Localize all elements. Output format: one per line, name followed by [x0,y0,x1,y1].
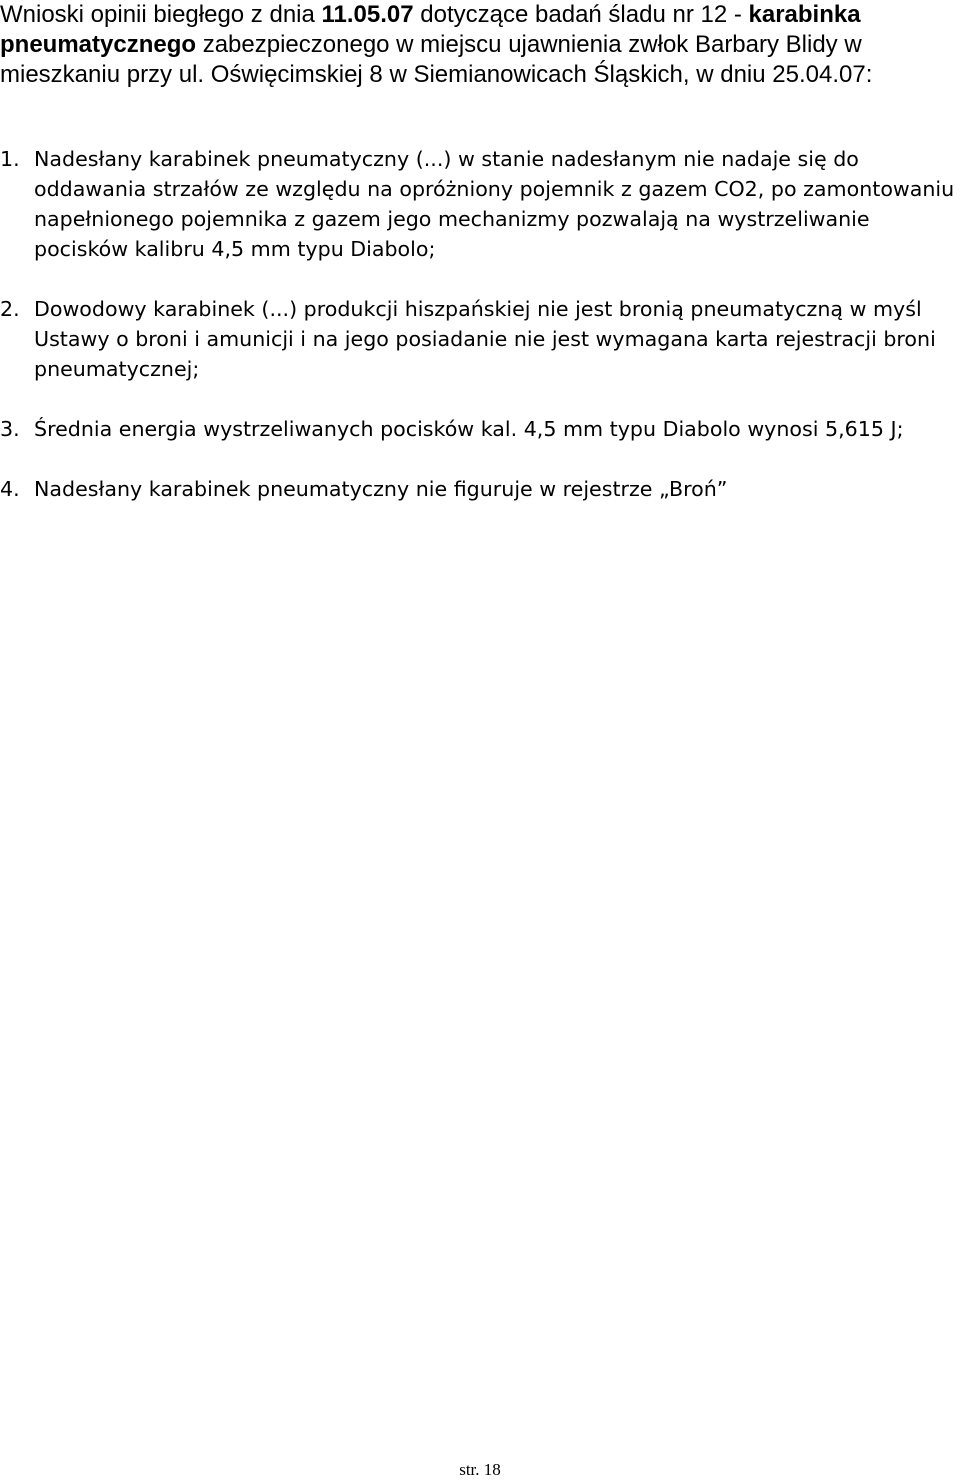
conclusions-list [0,144,958,534]
conclusion-item-4 [0,474,958,504]
intro-text-3: zabezpieczonego w miejscu ujawnienia zwłok Barbary Blidy w mieszkaniu przy ul. Oświęcimskiej 8 w Siemianowicach Śląskich, w dniu 25.04.07: [0,31,873,88]
item-number: 3. [0,417,20,441]
opinion-date: 11.05.07 [321,1,414,28]
item-number: 1. [0,147,20,171]
conclusion-item-2 [0,294,958,384]
conclusion-item-3 [0,414,958,444]
conclusion-item-1 [0,144,958,264]
item-text: Średnia energia wystrzeliwanych pocisków kal. 4,5 mm typu Diabolo wynosi 5,615 J; [34,417,904,441]
item-text: Nadesłany karabinek pneumatyczny nie figuruje w rejestrze „Broń” [34,477,728,501]
evidence-subject: karabinka pneumatycznego [0,1,861,58]
item-text: Dowodowy karabinek (...) produkcji hiszpańskiej nie jest bronią pneumatyczną w myśl Ustawy o broni i amunicji i na jego posiadanie nie jest wymagana karta rejestracji broni pneumatycznej; [34,297,936,381]
page-number: str. 18 [459,1460,501,1479]
item-text: Nadesłany karabinek pneumatyczny (...) w stanie nadesłanym nie nadaje się do oddawania strzałów ze względu na opróżniony pojemnik z gazem CO2, po zamontowaniu napełnionego pojemnika z gazem jego mechanizmy pozwalają na wystrzeliwanie pocisków kalibru 4,5 mm typu Diabolo; [34,147,955,261]
intro-text-2: dotyczące badań śladu nr 12 - [413,1,749,28]
intro-text-1: Wnioski opinii biegłego z dnia [0,1,322,28]
item-number: 2. [0,297,20,321]
item-number: 4. [0,477,20,501]
intro-paragraph [0,0,950,90]
